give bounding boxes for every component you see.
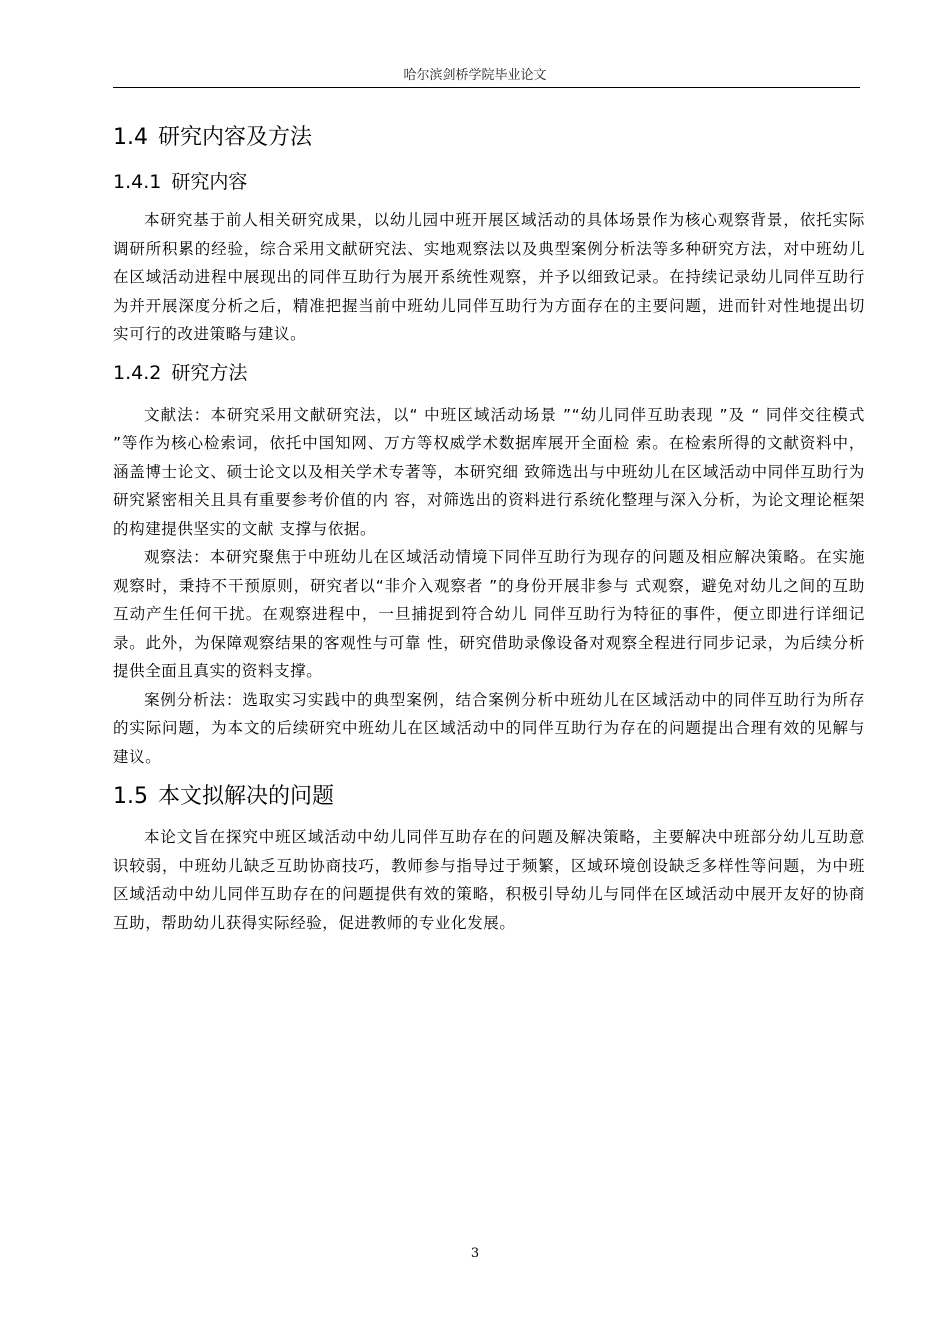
section-heading-1-5 [113, 777, 865, 817]
section-title: 研究内容及方法 [158, 125, 313, 150]
page-number: 3 [470, 1246, 480, 1261]
subsection-heading-1-4-2 [113, 355, 865, 391]
running-header: 哈尔滨剑桥学院毕业论文 [403, 68, 547, 83]
header-divider [113, 87, 860, 88]
subsection-heading-1-4-1 [113, 164, 865, 200]
section-title: 本文拟解决的问题 [158, 784, 335, 809]
section-heading-1-4 [113, 118, 865, 158]
paragraph-observation-method: 观察法：本研究聚焦于中班幼儿在区域活动情境下同伴互助行为现存的问题及相应解决策略。在实施观察时，秉持不干预原则，研究者以“非介入观察者 ”的身份开展非参与 式观察，避免对幼儿之间的互助互动产生任何干扰。在观察进程中，一旦捕捉到符合幼儿 同伴互助行为特征的事件，便立即进行详细记录。此外，为保障观察结果的客观性与可靠 性，研究借助录像设备对观察全程进行同步记录，为后续分析提供全面且真实的资料支撑。 [113, 548, 865, 680]
paragraph-case-analysis-method: 案例分析法：选取实习实践中的典型案例，结合案例分析中班幼儿在区域活动中的同伴互助行为所存的实际问题，为本文的后续研究中班幼儿在区域活动中的同伴互助行为存在的问题提出合理有效的见解与建议。 [113, 690, 865, 766]
page-body [113, 118, 865, 937]
subsection-title: 研究方法 [171, 361, 248, 384]
paragraph-problems-to-solve: 本论文旨在探究中班区域活动中幼儿同伴互助存在的问题及解决策略，主要解决中班部分幼儿互助意识较弱，中班幼儿缺乏互助协商技巧，教师参与指导过于频繁，区域环境创设缺乏多样性等问题，为中班区域活动中幼儿同伴互助存在的问题提供有效的策略，积极引导幼儿与同伴在区域活动中展开友好的协商互助，帮助幼儿获得实际经验，促进教师的专业化发展。 [113, 828, 865, 932]
paragraph-research-content: 本研究基于前人相关研究成果，以幼儿园中班开展区域活动的具体场景作为核心观察背景，依托实际调研所积累的经验，综合采用文献研究法、实地观察法以及典型案例分析法等多种研究方法，对中班幼儿在区域活动进程中展现出的同伴互助行为展开系统性观察，并予以细致记录。在持续记录幼儿同伴互助行为并开展深度分析之后，精准把握当前中班幼儿同伴互助行为方面存在的主要问题，进而针对性地提出切实可行的改进策略与建议。 [113, 211, 865, 343]
subsection-number: 1.4.2 [113, 361, 162, 384]
section-number: 1.4 [113, 125, 148, 150]
subsection-title: 研究内容 [171, 171, 248, 193]
section-number: 1.5 [113, 784, 148, 809]
paragraph-literature-method: 文献法：本研究采用文献研究法，以“ 中班区域活动场景 ”“幼儿同伴互助表现 ”及 “ 同伴交往模式 ”等作为核心检索词，依托中国知网、万方等权威学术数据库展开全面检 索。在检索所得的文献资料中，涵盖博士论文、硕士论文以及相关学术专著等，本研究细 致筛选出与中班幼儿在区域活动中同伴互助行为研究紧密相关且具有重要参考价值的内 容，对筛选出的资料进行系统化整理与深入分析，为论文理论框架的构建提供坚实的文献 支撑与依据。 [113, 405, 865, 538]
subsection-number: 1.4.1 [113, 171, 162, 193]
